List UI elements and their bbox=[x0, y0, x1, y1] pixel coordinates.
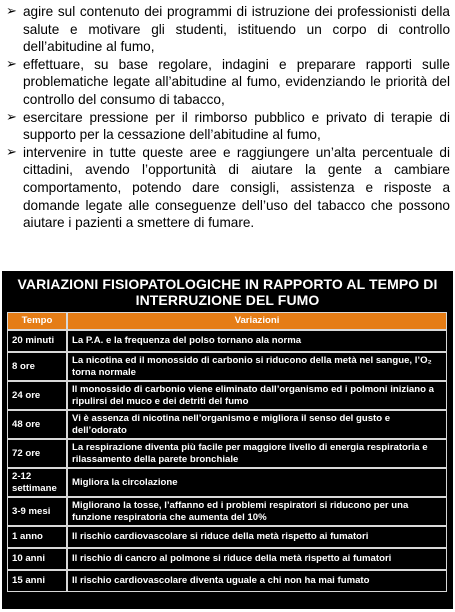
cell-variazioni: Migliora la circolazione bbox=[67, 468, 447, 497]
cell-variazioni: La nicotina ed il monossido di carbonio si riducono della metà nel sangue, l’O₂ torna normale bbox=[67, 352, 447, 381]
cell-variazioni: Il rischio cardiovascolare diventa uguale a chi non ha mai fumato bbox=[67, 570, 447, 592]
bullet-item bbox=[6, 144, 450, 232]
cell-tempo: 2-12 settimane bbox=[7, 468, 67, 497]
cell-variazioni: Migliorano la tosse, l’affanno ed i problemi respiratori si riducono per una funzione respiratoria che aumenta del 10% bbox=[67, 497, 447, 526]
table-title bbox=[2, 276, 453, 308]
bullet-list bbox=[6, 3, 450, 232]
table-title-line1: VARIAZIONI FISIOPATOLOGICHE IN RAPPORTO AL TEMPO DI bbox=[17, 276, 438, 292]
bullet-item bbox=[6, 3, 450, 56]
cell-tempo: 1 anno bbox=[7, 526, 67, 548]
arrow-bullet-icon: ➢ bbox=[6, 144, 17, 160]
table-header-row bbox=[7, 312, 447, 330]
bullet-text: esercitare pressione per il rimborso pubblico e privato di terapie di supporto per la cessazione dell’abitudine al fumo, bbox=[23, 109, 450, 143]
cell-tempo: 10 anni bbox=[7, 548, 67, 570]
table-row bbox=[7, 352, 447, 381]
bullet-text: agire sul contenuto dei programmi di istruzione dei professionisti della salute e motivare gli studenti, istituendo un corpo di controllo dell’abitudine al fumo, bbox=[23, 4, 450, 55]
cell-tempo: 24 ore bbox=[7, 381, 67, 410]
table-row bbox=[7, 526, 447, 548]
cell-variazioni: Vi è assenza di nicotina nell’organismo e migliora il senso del gusto e dell’odorato bbox=[67, 410, 447, 439]
cell-tempo: 72 ore bbox=[7, 439, 67, 468]
cell-variazioni: Il rischio di cancro al polmone si riduce della metà rispetto ai fumatori bbox=[67, 548, 447, 570]
table-title-line2: INTERRUZIONE DEL FUMO bbox=[135, 292, 320, 308]
table-row bbox=[7, 468, 447, 497]
table-row bbox=[7, 410, 447, 439]
cell-tempo: 48 ore bbox=[7, 410, 67, 439]
arrow-bullet-icon: ➢ bbox=[6, 56, 17, 72]
table-row bbox=[7, 439, 447, 468]
header-tempo: Tempo bbox=[7, 312, 67, 330]
arrow-bullet-icon: ➢ bbox=[6, 109, 17, 125]
table-row bbox=[7, 497, 447, 526]
cell-variazioni: La respirazione diventa più facile per maggiore livello di energia respiratoria e rilassamento della parete bronchiale bbox=[67, 439, 447, 468]
smoking-cessation-panel bbox=[2, 271, 453, 609]
header-variazioni: Variazioni bbox=[67, 312, 447, 330]
cell-tempo: 20 minuti bbox=[7, 330, 67, 352]
cell-variazioni: Il rischio cardiovascolare si riduce della metà rispetto ai fumatori bbox=[67, 526, 447, 548]
table-row bbox=[7, 548, 447, 570]
bullet-text: effettuare, su base regolare, indagini e preparare rapporti sulle problematiche legate all’abitudine al fumo, evidenziando le priorità del controllo del consumo di tabacco, bbox=[23, 56, 450, 107]
cell-variazioni: Il monossido di carbonio viene eliminato dall’organismo ed i polmoni iniziano a ripulirsi del muco e dei detriti del fumo bbox=[67, 381, 447, 410]
table-row bbox=[7, 381, 447, 410]
arrow-bullet-icon: ➢ bbox=[6, 4, 17, 19]
table-row bbox=[7, 570, 447, 592]
bullet-item bbox=[6, 109, 450, 144]
table-row bbox=[7, 330, 447, 352]
cell-tempo: 3-9 mesi bbox=[7, 497, 67, 526]
cell-tempo: 8 ore bbox=[7, 352, 67, 381]
cell-variazioni: La P.A. e la frequenza del polso tornano ala norma bbox=[67, 330, 447, 352]
cell-tempo: 15 anni bbox=[7, 570, 67, 592]
bullet-item bbox=[6, 56, 450, 109]
bullet-text: intervenire in tutte queste aree e raggiungere un’alta percentuale di cittadini, avendo l’opportunità di aiutare la gente a cambiare comportamento, potendo dare consigli, assistenza e risposte a domande legate alle conseguenze dell’uso del tabacco che possono aiutare i pazienti a smettere di fumare. bbox=[23, 144, 450, 231]
variations-table bbox=[7, 312, 447, 592]
